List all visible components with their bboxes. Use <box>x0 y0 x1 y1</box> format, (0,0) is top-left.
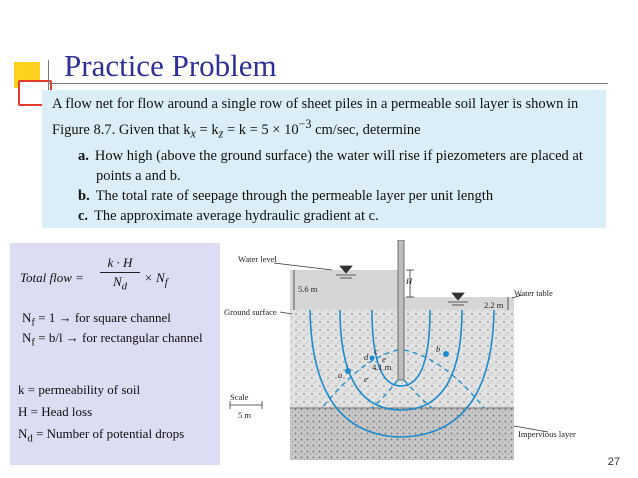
nf-square-note: $N_f = 1$ → for square channel <box>22 310 171 329</box>
formula-rhs: × $N_f$ <box>144 270 168 289</box>
point-c <box>370 356 375 361</box>
label-point-d: d <box>364 352 369 362</box>
label-5-6m: 5.6 m <box>298 284 318 294</box>
label-water-table: Water table <box>514 288 553 298</box>
point-a <box>345 368 351 374</box>
sheet-pile <box>398 240 404 380</box>
label-point-e-lower: e <box>364 374 368 384</box>
def-k: k = permeability of soil <box>18 382 141 397</box>
label-point-b: b <box>436 344 441 354</box>
formula-fraction <box>100 255 140 293</box>
title-vertical-rule <box>48 60 49 90</box>
impervious-layer <box>290 408 514 460</box>
question-item: c. The approximate average hydraulic gradient at c. <box>78 207 379 224</box>
label-impervious: Impervious layer <box>518 429 576 439</box>
label-point-a: a <box>338 370 343 380</box>
label-water-level: Water level <box>238 254 277 264</box>
question-list <box>52 146 596 226</box>
problem-statement-box <box>42 90 606 228</box>
question-item: b. The total rate of seepage through the permeable layer per unit length <box>78 187 494 204</box>
label-2-2m: 2.2 m <box>484 300 504 310</box>
page-number: 27 <box>607 456 620 468</box>
label-h: H <box>406 276 413 286</box>
total-flow-formula <box>20 255 210 303</box>
slide-title: Practice Problem <box>64 48 277 83</box>
formula-numerator: k · H <box>100 255 140 273</box>
label-depth: 4.1 m <box>372 362 392 372</box>
def-nd: $N_d$ = Number of potential drops <box>18 426 185 445</box>
label-point-e-upper: e <box>382 354 386 364</box>
formula-lhs: Total flow = <box>20 270 84 285</box>
label-scale: Scale <box>230 392 249 402</box>
nf-rect-note: $N_f = b/l$ → for rectangular channel <box>22 330 203 349</box>
formula-denominator: $N_d$ <box>112 274 128 293</box>
flow-net-figure <box>222 240 608 470</box>
problem-intro: A flow net for flow around a single row of sheet piles in a permeable soil layer is shown in Figure 8.7. Given that $k_x = k_z = k = 5 \times 10^{-3}$ cm/sec, determine <box>52 96 579 141</box>
label-scale-length: 5 m <box>238 410 251 420</box>
formula-panel <box>10 243 220 465</box>
point-b <box>443 351 449 357</box>
label-ground-surface: Ground surface <box>224 307 277 317</box>
question-item: a. How high (above the ground surface) the water will rise if piezometers are placed at points a and b. <box>78 147 583 184</box>
def-h: H = Head loss <box>18 404 93 419</box>
label-point-c: c <box>374 346 378 356</box>
